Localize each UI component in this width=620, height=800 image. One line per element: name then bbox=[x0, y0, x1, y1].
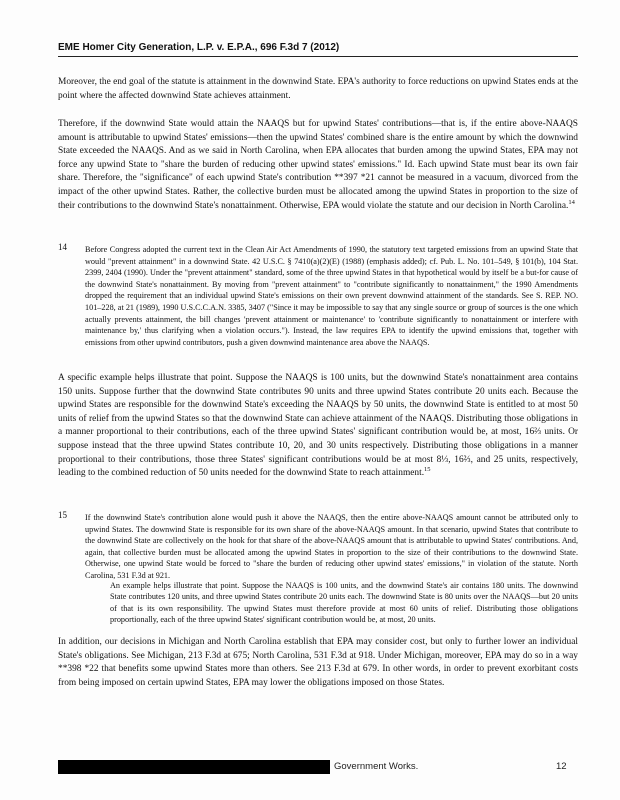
paragraph-example-text: A specific example helps illustrate that point. Suppose the NAAQS is 100 units, but the downwind State's nonattainment area contains 150 units. Suppose further that the downwind State contributes 90 units and three upwind States contribute 20 units each. Because the upwind States are responsible for the downwind State's exceeding the NAAQS by 50 units, the downwind State is entitled to at most 50 units of relief from the upwind States so that the downwind State can achieve attainment of the NAAQS. Distributing those obligations in a manner proportional to their contributions, each of the three upwind States' significant contribution would be, at most, 16⅔ units. Or suppose instead that the three upwind States contribute 10, 20, and 30 units respectively. Distributing those obligations in a manner proportional to their contributions, those three States' significant contributions would be at most 8⅓, 16⅔, and 25 units, respectively, leading to the combined reduction of 50 units needed for the downwind State to reach attainment. bbox=[58, 373, 578, 479]
footnote-15-example: An example helps illustrate that point. Suppose the NAAQS is 100 units, and the downwind State's air contains 180 units. The downwind State contributes 120 units, and three upwind States contribute 20 units each. The downwind State is 80 units over the NAAQS—but 20 units of that is its own responsibility. The upwind States must therefore provide at most 60 units of relief. Distributing those obligations proportionally, each of the three upwind States' significant contribution would be, at most, 20 units. bbox=[110, 581, 578, 625]
paragraph-burden-allocation-text: Therefore, if the downwind State would attain the NAAQS but for upwind States' contributions—that is, if the entire above-NAAQS amount is attributable to upwind States' emissions—then the upwind States' combined share is the entire amount by which the downwind State exceeded the NAAQS. And as we said in North Carolina, when EPA allocates that burden among the upwind States, EPA may not force any upwind State to "share the burden of reducing other upwind states' emissions." Id. Each upwind State must bear its own fair share. Therefore, the "significance" of each upwind State's contribution **397 *21 cannot be measured in a vacuum, divorced from the impact of the other upwind States. Rather, the collective burden must be allocated among the upwind States in proportion to the size of their contributions to the downwind State's nonattainment. Otherwise, EPA would violate the statute and our decision in North Carolina. bbox=[58, 119, 578, 211]
footer-redaction-bar bbox=[58, 760, 330, 774]
page-number: 12 bbox=[556, 761, 567, 772]
footnote-15-text: If the downwind State's contribution alone would push it above the NAAQS, then the entire above-NAAQS amount cannot be attributed only to upwind States. The downwind State is responsible for its own share of the above-NAAQS amount. In that scenario, upwind States that contribute to the downwind State are collectively on the hook for that share of the above-NAAQS amount that is attributable to upwind States' contributions. And, again, that collective burden must be allocated among the upwind States in proportion to the size of their contributions to the downwind State. Otherwise, one upwind State would be forced to "share the burden of reducing other upwind states' emissions," in violation of the statute. North Carolina, 531 F.3d at 921. bbox=[85, 513, 578, 580]
footnote-number-14: 14 bbox=[58, 242, 67, 252]
paragraph-burden-allocation bbox=[58, 118, 578, 213]
footnote-ref-15[interactable]: 15 bbox=[424, 466, 431, 474]
case-header: EME Homer City Generation, L.P. v. E.P.A., 696 F.3d 7 (2012) bbox=[58, 42, 340, 53]
paragraph-cost-consideration: In addition, our decisions in Michigan and North Carolina establish that EPA may consider cost, but only to further lower an individual State's obligations. See Michigan, 213 F.3d at 675; North Carolina, 531 F.3d at 918. Under Michigan, moreover, EPA may do so in a way **398 *22 that benefits some upwind States more than others. See 213 F.3d at 679. In other words, in order to prevent exorbitant costs from being imposed on certain upwind States, EPA may lower the obligations imposed on those States. bbox=[58, 637, 578, 688]
header-divider bbox=[58, 56, 578, 57]
footnote-14-text: Before Congress adopted the current text in the Clean Air Act Amendments of 1990, the statutory text targeted emissions from an upwind State that would "prevent attainment" in a downwind State. 42 U.S.C. § 7410(a)(2)(E) (1988) (emphasis added); cf. Pub. L. No. 101–549, § 101(b), 104 Stat. 2399, 2404 (1990). Under the "prevent attainment" standard, some of the three upwind States in that hypothetical would by itself be a but-for cause of the downwind State's nonattainment. By moving from "prevent attainment" to "contribute significantly to nonattainment," the 1990 Amendments dropped the requirement that an individual upwind State's emissions on their own prevent downwind attainment of the standards. See S. REP. NO. 101–228, at 21 (1989), 1990 U.S.C.C.A.N. 3385, 3407 ("Since it may be impossible to say that any single source or group of sources is the one which actually prevents attainment, the bill changes 'prevent attainment or maintenance' to 'contribute significantly to nonattainment or interfere with maintenance by,' thus clarifying when a violation occurs."). Instead, the law requires EPA to identify the upwind emissions that, together with emissions from other upwind contributors, push a given downwind maintenance area above the NAAQS. bbox=[85, 245, 578, 347]
paragraph-attainment: Moreover, the end goal of the statute is attainment in the downwind State. EPA's authority to force reductions on upwind States ends at the point where the affected downwind State achieves attainment. bbox=[58, 77, 578, 101]
paragraph-example bbox=[58, 372, 578, 481]
footnote-number-15: 15 bbox=[58, 510, 67, 520]
footnote-ref-14[interactable]: 14 bbox=[568, 198, 575, 206]
footer-text: Government Works. bbox=[334, 761, 419, 772]
